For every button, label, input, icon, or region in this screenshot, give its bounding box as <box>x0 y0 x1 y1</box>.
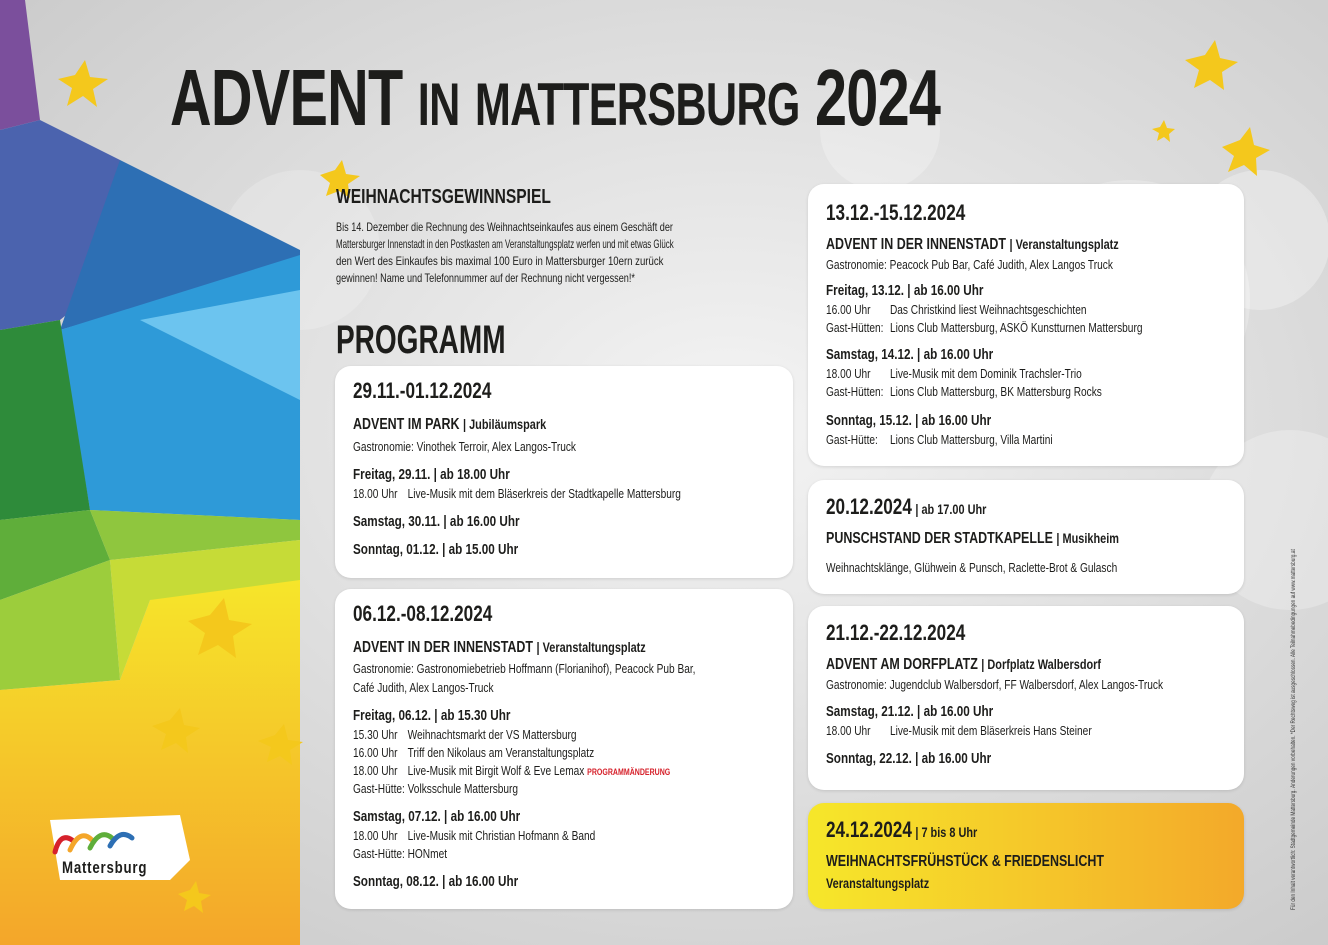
event-time: 18.00 Uhr <box>353 763 398 778</box>
event-date: 24.12.2024 <box>826 817 912 842</box>
event-location: | Musikheim <box>1056 530 1119 546</box>
event-day: Samstag, 07.12. | ab 16.00 Uhr <box>353 808 521 825</box>
event-desc: Volksschule Mattersburg <box>407 781 519 796</box>
event-desc: Live-Musik mit Christian Hofmann & Band <box>407 828 596 843</box>
legal-note: Für den Inhalt verantwortlich: Stadtgemeinde Mattersburg. Änderungen vorbehalten. *Der Rechtsweg ist ausgeschlossen. Alle Teilnahmebedingungen auf www.mattersburg.at <box>1291 549 1297 910</box>
event-gastronomy: Gastronomie: Gastronomiebetrieb Hoffmann (Florianihof), Peacock Pub Bar, <box>353 661 696 676</box>
event-date: 06.12.-08.12.2024 <box>353 601 493 626</box>
title-year: 2024 <box>814 53 941 142</box>
programm-heading: PROGRAMM <box>336 318 506 362</box>
title-mattersburg: MATTERSBURG <box>474 71 800 138</box>
event-day: Sonntag, 15.12. | ab 16.00 Uhr <box>826 412 992 429</box>
event-time: 15.30 Uhr <box>353 727 398 742</box>
title-advent: ADVENT <box>170 53 403 142</box>
event-day: Samstag, 14.12. | ab 16.00 Uhr <box>826 346 994 363</box>
event-time: Gast-Hütte: <box>826 432 878 447</box>
event-card-punschstand <box>808 480 1244 594</box>
event-time: Gast-Hütte: <box>353 781 405 796</box>
event-card-innenstadt-1 <box>335 589 793 909</box>
event-time: | ab 17.00 Uhr <box>915 501 987 517</box>
event-day: Sonntag, 01.12. | ab 15.00 Uhr <box>353 541 519 558</box>
event-desc: Live-Musik mit dem Bläserkreis Hans Steiner <box>889 723 1092 738</box>
event-location: | Veranstaltungsplatz <box>536 639 646 655</box>
gewinnspiel-heading: WEIHNACHTSGEWINNSPIEL <box>336 186 551 208</box>
event-time: 18.00 Uhr <box>353 828 398 843</box>
event-time: | 7 bis 8 Uhr <box>915 824 978 840</box>
event-desc: Weihnachtsklänge, Glühwein & Punsch, Raclette-Brot & Gulasch <box>826 560 1118 575</box>
event-time: 18.00 Uhr <box>826 366 871 381</box>
event-date: 29.11.-01.12.2024 <box>353 378 492 403</box>
event-desc: Das Christkind liest Weihnachtsgeschichten <box>889 302 1087 317</box>
event-desc: Lions Club Mattersburg, Villa Martini <box>889 432 1053 447</box>
event-card-friedenslicht <box>808 803 1244 909</box>
event-title: ADVENT IN DER INNENSTADT | Veranstaltungsplatz <box>353 639 646 656</box>
event-date: 13.12.-15.12.2024 <box>826 200 966 225</box>
gewinnspiel-text-line: gewinnen! Name und Telefonnummer auf der Rechnung nicht vergessen!* <box>336 271 635 285</box>
change-note: PROGRAMMÄNDERUNG <box>587 767 671 777</box>
event-day: Sonntag, 08.12. | ab 16.00 Uhr <box>353 873 519 890</box>
event-title: ADVENT IM PARK | Jubiläumspark <box>353 416 547 433</box>
gewinnspiel-text-line: Mattersburger Innenstadt in den Postkasten am Veranstaltungsplatz werfen und mit etwas Glück <box>336 237 674 251</box>
event-card-dorfplatz <box>808 606 1244 790</box>
event-desc: Triff den Nikolaus am Veranstaltungsplatz <box>407 745 595 760</box>
gewinnspiel-text-line: Bis 14. Dezember die Rechnung des Weihnachtseinkaufes aus einem Geschäft der <box>336 220 673 234</box>
event-title <box>826 494 986 520</box>
event-time: Gast-Hütten: <box>826 384 884 399</box>
event-time: 16.00 Uhr <box>826 302 871 317</box>
event-desc: Live-Musik mit dem Bläserkreis der Stadtkapelle Mattersburg <box>407 486 681 501</box>
event-desc: HONmet <box>407 846 448 861</box>
event-gastronomy: Café Judith, Alex Langos-Truck <box>353 680 494 695</box>
event-day: Freitag, 13.12. | ab 16.00 Uhr <box>826 282 984 299</box>
title-in: IN <box>417 71 460 138</box>
event-gastronomy: Gastronomie: Jugendclub Walbersdorf, FF Walbersdorf, Alex Langos-Truck <box>826 677 1164 692</box>
event-subtitle: WEIHNACHTSFRÜHSTÜCK & FRIEDENSLICHT <box>826 853 1105 870</box>
event-desc: Weihnachtsmarkt der VS Mattersburg <box>407 727 577 742</box>
event-title <box>826 817 977 843</box>
event-day: Samstag, 30.11. | ab 16.00 Uhr <box>353 513 520 530</box>
event-desc: Live-Musik mit Birgit Wolf & Eve Lemax <box>407 763 585 778</box>
event-card-innenstadt-2 <box>808 184 1244 466</box>
logo-text: Mattersburg <box>62 858 148 877</box>
event-day: Freitag, 29.11. | ab 18.00 Uhr <box>353 466 510 483</box>
event-location: | Dorfplatz Walbersdorf <box>981 656 1102 672</box>
event-date: 21.12.-22.12.2024 <box>826 620 966 645</box>
event-day: Samstag, 21.12. | ab 16.00 Uhr <box>826 703 994 720</box>
event-time: 18.00 Uhr <box>353 486 398 501</box>
page-title <box>170 52 1170 162</box>
event-time: Gast-Hütte: <box>353 846 405 861</box>
event-title: ADVENT AM DORFPLATZ | Dorfplatz Walbersdorf <box>826 656 1102 673</box>
event-date: 20.12.2024 <box>826 494 912 519</box>
gewinnspiel-text-line: den Wert des Einkaufes bis maximal 100 Euro in Mattersburger 10ern zurück <box>336 254 664 268</box>
event-subtitle: PUNSCHSTAND DER STADTKAPELLE | Musikheim <box>826 530 1119 547</box>
gewinnspiel-section <box>336 186 796 296</box>
event-time: 18.00 Uhr <box>826 723 871 738</box>
event-card-park <box>335 366 793 578</box>
event-time: Gast-Hütten: <box>826 320 884 335</box>
event-time: 16.00 Uhr <box>353 745 398 760</box>
event-gastronomy: Gastronomie: Vinothek Terroir, Alex Langos-Truck <box>353 439 577 454</box>
event-desc: Lions Club Mattersburg, ASKÖ Kunstturnen Mattersburg <box>889 320 1143 335</box>
event-location: | Jubiläumspark <box>463 416 547 432</box>
event-title: ADVENT IN DER INNENSTADT | Veranstaltungsplatz <box>826 236 1119 253</box>
event-desc: Live-Musik mit dem Dominik Trachsler-Trio <box>889 366 1082 381</box>
event-location: Veranstaltungsplatz <box>826 875 930 891</box>
event-day: Freitag, 06.12. | ab 15.30 Uhr <box>353 707 511 724</box>
event-location: | Veranstaltungsplatz <box>1009 236 1119 252</box>
event-gastronomy: Gastronomie: Peacock Pub Bar, Café Judith, Alex Langos Truck <box>826 257 1113 272</box>
event-desc: Lions Club Mattersburg, BK Mattersburg Rocks <box>889 384 1102 399</box>
event-day: Sonntag, 22.12. | ab 16.00 Uhr <box>826 750 992 767</box>
